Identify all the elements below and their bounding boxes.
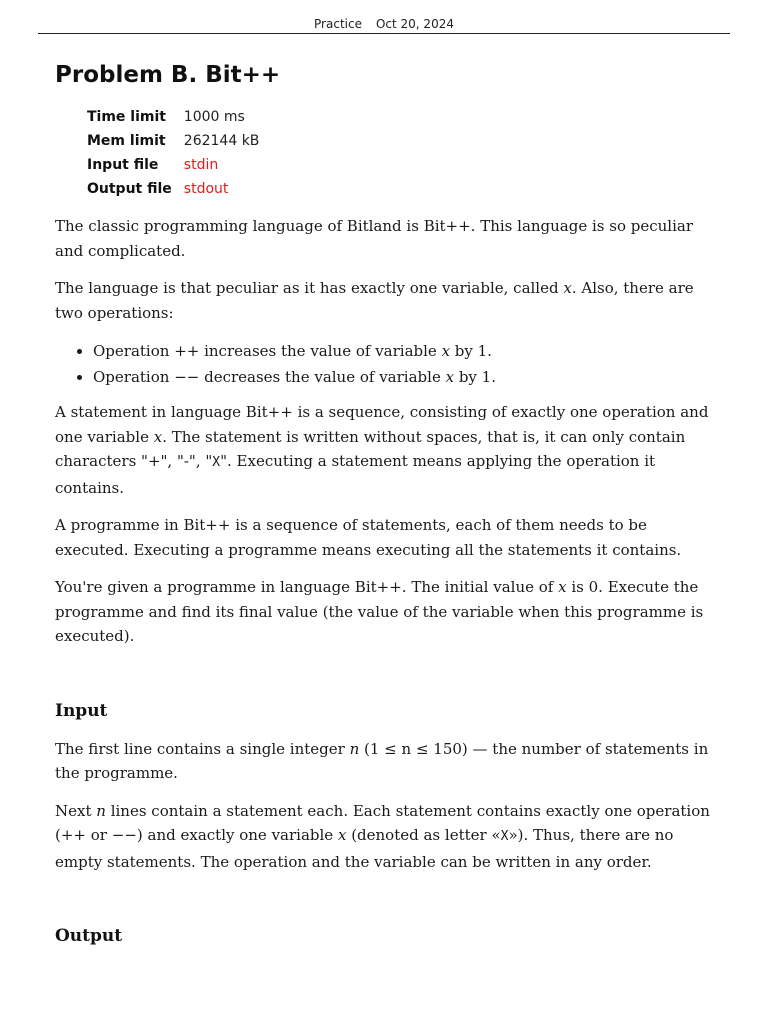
running-header	[38, 0, 730, 34]
operations-list	[55, 338, 715, 390]
contest-date: Oct 20, 2024	[375, 17, 454, 31]
text-run: Next	[55, 801, 97, 820]
input-paragraph	[55, 737, 715, 786]
text-run: — the number of statements in the programme.	[55, 739, 709, 782]
problem-statement	[55, 58, 715, 948]
statement-paragraph	[55, 276, 715, 325]
input-paragraph	[55, 799, 715, 875]
statement-paragraph	[55, 400, 715, 500]
limit-value: 262144 kB	[183, 133, 260, 149]
math-variable: x	[445, 368, 455, 386]
text-run: decreases the value of variable	[199, 368, 446, 386]
math-variable: x	[153, 427, 163, 446]
limit-label: Input file	[87, 157, 159, 173]
list-item	[93, 338, 715, 364]
math-variable: n	[349, 739, 360, 758]
math-variable: x	[558, 578, 567, 596]
limit-row-output	[87, 177, 259, 201]
statement-paragraph: The classic programming language of Bitland is Bit++. This language is so peculiar and complicated.	[55, 217, 694, 260]
code-char: X	[212, 455, 221, 470]
problem-title: Problem B. Bit++	[55, 62, 281, 88]
limit-value: 1000 ms	[183, 109, 245, 125]
math-variable: x	[441, 342, 451, 360]
text-run: or	[86, 826, 112, 844]
limits-table	[87, 105, 259, 201]
input-heading: Input	[55, 700, 108, 721]
statement-paragraph	[55, 575, 715, 649]
text-run: You're given a programme in language Bit++. The initial value of	[55, 578, 559, 596]
text-run: is 0. Execute the programme and find its final value (the value of the variable when this programme is executed).	[55, 578, 704, 645]
limit-row-input	[87, 153, 259, 177]
text-run: »). Thus, there are no empty statements. The operation and the variable can be written in any order.	[55, 826, 674, 871]
text-run: ". Executing a statement means applying the operation it contains.	[55, 452, 656, 497]
code-char: X	[500, 829, 509, 844]
text-run: by 1.	[450, 342, 492, 360]
text-run: The first line contains a single integer	[55, 739, 350, 758]
limit-value: stdout	[183, 181, 229, 197]
math-operator: −−	[174, 368, 200, 386]
limit-label: Output file	[87, 181, 172, 197]
text-run: Operation	[93, 342, 175, 360]
text-run: increases the value of variable	[199, 342, 442, 360]
limit-row-memory	[87, 129, 259, 153]
list-item	[93, 364, 715, 390]
limit-label: Mem limit	[87, 133, 166, 149]
limit-row-time	[87, 105, 259, 129]
math-variable: n	[96, 801, 106, 820]
text-run: . Also, there are two operations:	[55, 279, 694, 322]
text-run: by 1.	[454, 368, 496, 386]
text-run: ) and exactly one variable	[136, 826, 338, 844]
limit-value: stdin	[183, 157, 219, 173]
math-variable: x	[337, 826, 347, 844]
math-operator: ++	[174, 342, 200, 360]
math-constraint: (1 ≤ n ≤ 150)	[364, 739, 468, 758]
contest-name: Practice	[314, 17, 362, 31]
statement-paragraph: A programme in Bit++ is a sequence of statements, each of them needs to be executed. Executing a programme means executing all the statements it contains.	[55, 516, 682, 559]
math-operator: ++	[60, 826, 86, 844]
limit-label: Time limit	[87, 109, 166, 125]
text-run: The language is that peculiar as it has exactly one variable, called	[55, 279, 564, 297]
math-operator: −−	[111, 826, 137, 844]
text-run: . The statement is written without spaces, that is, it can only contain characters "+", "-", "	[55, 427, 686, 470]
text-run: (denoted as letter «	[346, 826, 501, 844]
output-heading: Output	[55, 926, 123, 946]
text-run: A statement in language Bit++ is a sequence, consisting of exactly one operation and one variable	[55, 403, 709, 446]
text-run: lines contain a statement each. Each statement contains exactly one operation (	[55, 801, 710, 844]
math-variable: x	[563, 279, 572, 297]
text-run: Operation	[93, 368, 175, 386]
